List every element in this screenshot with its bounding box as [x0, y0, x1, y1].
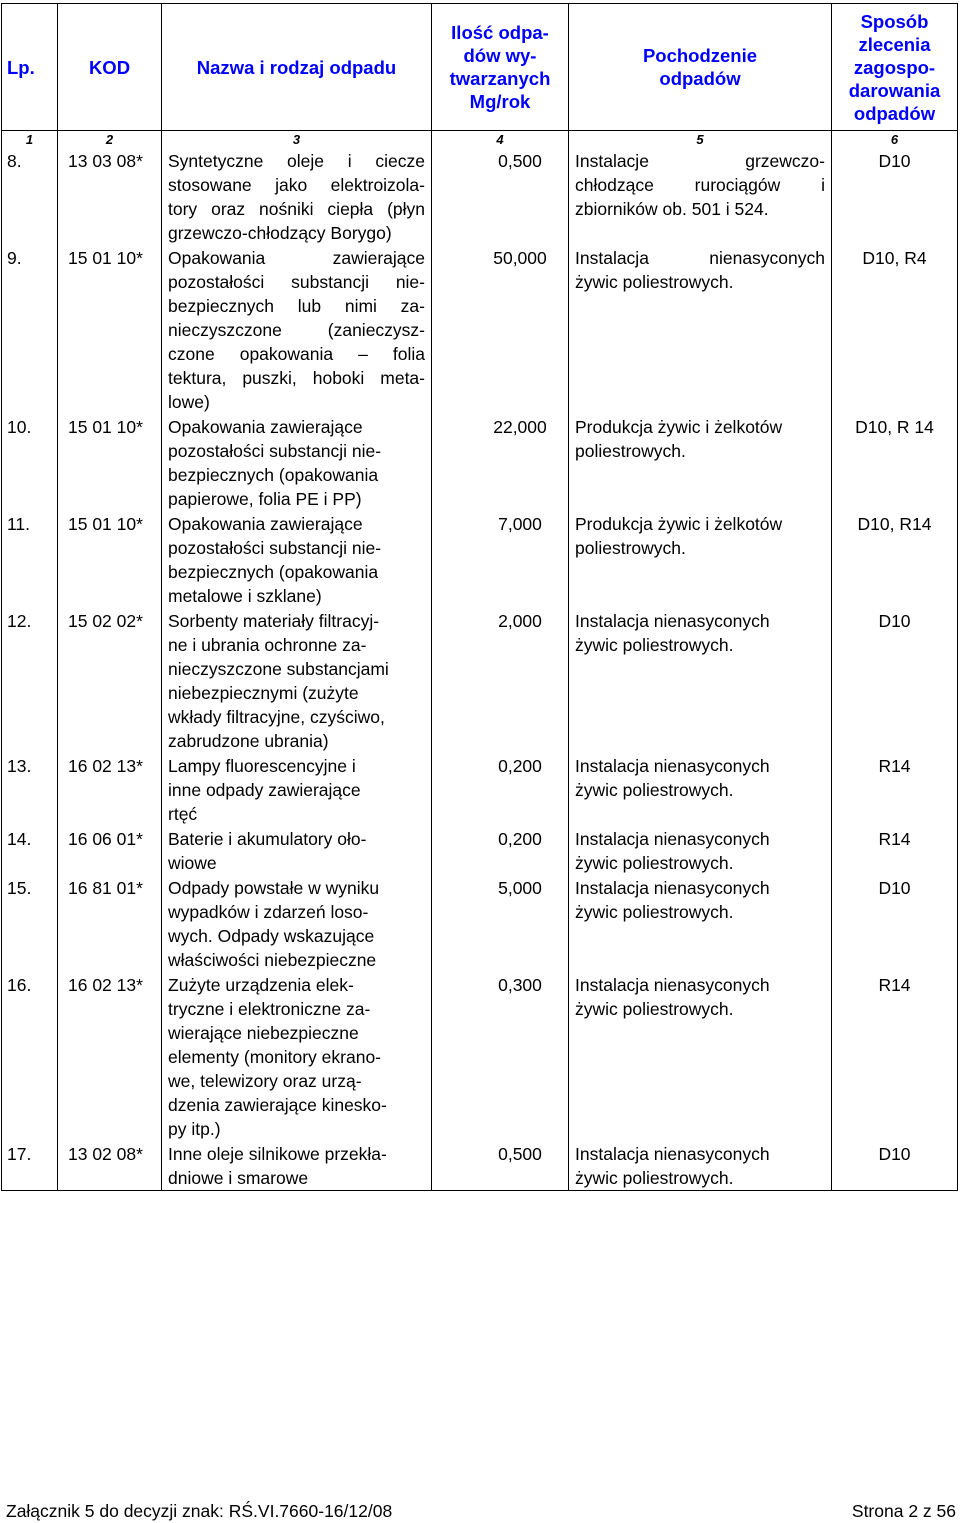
column-number: 5 [569, 131, 832, 149]
table-row [2, 1141, 958, 1191]
disposal-method: R14 [832, 753, 958, 826]
column-number: 2 [58, 131, 162, 149]
waste-name-line: dzenia zawierające kinesko- [168, 1095, 387, 1115]
disposal-method: R14 [832, 972, 958, 1141]
disposal-method: D10, R4 [832, 245, 958, 414]
waste-name-line: elementy (monitory ekrano- [168, 1047, 381, 1067]
waste-code: 16 06 01* [58, 826, 162, 875]
waste-origin-line: żywic poliestrowych. [575, 902, 734, 922]
row-number: 17. [2, 1141, 58, 1191]
waste-origin-line: Produkcja żywic i żelkotów [575, 514, 783, 534]
header-ilosc-line: Ilość odpa- [451, 22, 549, 43]
footer-reference: Załącznik 5 do decyzji znak: RŚ.VI.7660-16/12/08 [6, 1501, 393, 1521]
waste-code: 13 03 08* [58, 148, 162, 245]
waste-name-line: Opakowania zawierające [168, 417, 363, 437]
header-pochodzenie-line: odpadów [659, 68, 741, 89]
waste-name-line: grzewczo-chłodzący Borygo) [168, 223, 392, 243]
waste-name-line: niebezpiecznymi (zużyte [168, 683, 359, 703]
header-sposob [832, 4, 958, 131]
waste-code: 16 02 13* [58, 753, 162, 826]
waste-name-line: dniowe i smarowe [168, 1168, 309, 1188]
waste-code: 15 01 10* [58, 414, 162, 511]
waste-code: 16 81 01* [58, 875, 162, 972]
waste-origin-line: Instalacja nienasyconych [575, 611, 770, 631]
waste-origin-line: poliestrowych. [575, 441, 686, 461]
disposal-method: D10 [832, 148, 958, 245]
waste-name-line: nieczyszczone (zanieczysz- [168, 320, 425, 340]
waste-name-line: we, telewizory oraz urzą- [168, 1071, 362, 1091]
row-number: 13. [2, 753, 58, 826]
waste-origin-line: żywic poliestrowych. [575, 780, 734, 800]
table-row [2, 414, 958, 511]
table-row [2, 826, 958, 875]
waste-name-line: tory oraz nośniki ciepła (płyn [168, 199, 425, 219]
disposal-method: D10 [832, 1141, 958, 1191]
waste-origin-line: żywic poliestrowych. [575, 272, 734, 292]
header-ilosc-line: dów wy- [463, 45, 537, 66]
waste-name-line: lowe) [168, 392, 210, 412]
waste-name-line: Baterie i akumulatory oło- [168, 829, 367, 849]
waste-name-line: wypadków i zdarzeń loso- [168, 902, 369, 922]
waste-origin [569, 608, 832, 753]
waste-origin [569, 511, 832, 608]
waste-name-line: bezpiecznych lub nimi za- [168, 296, 425, 316]
disposal-method: D10 [832, 608, 958, 753]
header-sposob-line: odpadów [853, 102, 936, 124]
waste-code: 16 02 13* [58, 972, 162, 1141]
waste-name-line: wkłady filtracyjne, czyściwo, [168, 707, 385, 727]
row-number: 12. [2, 608, 58, 753]
table-row [2, 608, 958, 753]
column-number: 3 [162, 131, 432, 149]
waste-origin-line: żywic poliestrowych. [575, 635, 734, 655]
row-number: 16. [2, 972, 58, 1141]
waste-quantity: 5,000 [432, 875, 569, 972]
waste-name-line: tryczne i elektroniczne za- [168, 999, 371, 1019]
waste-origin-line: żywic poliestrowych. [575, 999, 734, 1019]
waste-origin [569, 753, 832, 826]
table-row [2, 511, 958, 608]
waste-name [162, 826, 432, 875]
waste-name-line: tektura, puszki, hoboki meta- [168, 368, 425, 388]
waste-origin [569, 245, 832, 414]
footer-page-number: Strona 2 z 56 [851, 1501, 956, 1521]
waste-quantity: 0,500 [432, 148, 569, 245]
header-ilosc-line: twarzanych [449, 68, 551, 89]
waste-quantity: 0,200 [432, 753, 569, 826]
waste-name-line: wych. Odpady wskazujące [168, 926, 375, 946]
waste-name [162, 608, 432, 753]
waste-origin-line: żywic poliestrowych. [575, 853, 734, 873]
header-pochodzenie-line: Pochodzenie [642, 45, 758, 66]
waste-origin-line: Instalacja nienasyconych [575, 756, 770, 776]
table-row [2, 148, 958, 245]
waste-name-line: bezpiecznych (opakowania [168, 465, 379, 485]
waste-name [162, 245, 432, 414]
header-kod: KOD [58, 4, 162, 131]
header-row [2, 4, 958, 131]
waste-name [162, 511, 432, 608]
waste-code: 13 02 08* [58, 1141, 162, 1191]
waste-origin [569, 414, 832, 511]
waste-origin-line: chłodzące rurociągów i [575, 175, 825, 195]
waste-quantity: 0,300 [432, 972, 569, 1141]
waste-origin-line: Instalacja nienasyconych [575, 829, 770, 849]
waste-origin [569, 875, 832, 972]
column-number: 1 [2, 131, 58, 149]
waste-origin [569, 826, 832, 875]
waste-name-line: Inne oleje silnikowe przekła- [168, 1144, 387, 1164]
disposal-method: D10, R 14 [832, 414, 958, 511]
row-number: 9. [2, 245, 58, 414]
waste-origin-line: żywic poliestrowych. [575, 1168, 734, 1188]
waste-name [162, 972, 432, 1141]
header-ilosc-line: Mg/rok [469, 91, 531, 112]
waste-name-line: pozostałości substancji nie- [168, 538, 382, 558]
waste-origin-line: Instalacje grzewczo- [575, 151, 825, 171]
header-sposob-line: darowania [848, 79, 941, 101]
column-number: 4 [432, 131, 569, 149]
waste-code: 15 01 10* [58, 245, 162, 414]
row-number: 14. [2, 826, 58, 875]
row-number: 10. [2, 414, 58, 511]
header-sposob-line: zagospo- [853, 56, 936, 78]
waste-name [162, 875, 432, 972]
waste-origin-line: Instalacja nienasyconych [575, 878, 770, 898]
table-row [2, 972, 958, 1141]
waste-quantity: 50,000 [432, 245, 569, 414]
table-row [2, 245, 958, 414]
disposal-method: R14 [832, 826, 958, 875]
row-number: 11. [2, 511, 58, 608]
waste-origin [569, 972, 832, 1141]
row-number: 8. [2, 148, 58, 245]
column-number-row [2, 131, 958, 149]
waste-quantity: 22,000 [432, 414, 569, 511]
waste-quantity: 0,200 [432, 826, 569, 875]
waste-name [162, 1141, 432, 1191]
waste-name-line: stosowane jako elektroizola- [168, 175, 425, 195]
waste-name-line: czone opakowania – folia [168, 344, 425, 364]
header-lp: Lp. [2, 4, 58, 131]
waste-name-line: wiowe [168, 853, 217, 873]
waste-origin [569, 148, 832, 245]
waste-origin-line: zbiorników ob. 501 i 524. [575, 199, 769, 219]
waste-name-line: Odpady powstałe w wyniku [168, 878, 380, 898]
waste-code: 15 01 10* [58, 511, 162, 608]
waste-name-line: zabrudzone ubrania) [168, 731, 329, 751]
waste-name-line: Opakowania zawierające [168, 248, 425, 268]
waste-name-line: inne odpady zawierające [168, 780, 361, 800]
waste-name [162, 148, 432, 245]
waste-origin [569, 1141, 832, 1191]
header-ilosc [432, 4, 569, 131]
waste-quantity: 7,000 [432, 511, 569, 608]
waste-name [162, 753, 432, 826]
header-sposob-line: zlecenia [858, 33, 931, 55]
waste-name-line: metalowe i szklane) [168, 586, 322, 606]
waste-name-line: pozostałości substancji nie- [168, 272, 425, 292]
waste-name-line: Sorbenty materiały filtracyj- [168, 611, 380, 631]
row-number: 15. [2, 875, 58, 972]
waste-name-line: py itp.) [168, 1119, 221, 1139]
waste-name-line: nieczyszczone substancjami [168, 659, 389, 679]
waste-name-line: właściwości niebezpieczne [168, 950, 377, 970]
waste-name [162, 414, 432, 511]
waste-name-line: wierające niebezpieczne [168, 1023, 359, 1043]
waste-name-line: ne i ubrania ochronne za- [168, 635, 367, 655]
waste-origin-line: Instalacja nienasyconych [575, 248, 825, 268]
waste-quantity: 2,000 [432, 608, 569, 753]
waste-origin-line: poliestrowych. [575, 538, 686, 558]
waste-name-line: Syntetyczne oleje i ciecze [168, 151, 425, 171]
waste-name-line: Zużyte urządzenia elek- [168, 975, 354, 995]
table-row [2, 875, 958, 972]
disposal-method: D10, R14 [832, 511, 958, 608]
waste-table [1, 3, 958, 1191]
header-pochodzenie [569, 4, 832, 131]
header-sposob-line: Sposób [860, 10, 929, 32]
waste-origin-line: Instalacja nienasyconych [575, 1144, 770, 1164]
waste-origin-line: Produkcja żywic i żelkotów [575, 417, 783, 437]
disposal-method: D10 [832, 875, 958, 972]
waste-name-line: pozostałości substancji nie- [168, 441, 382, 461]
waste-name-line: Lampy fluorescencyjne i [168, 756, 356, 776]
table-row [2, 753, 958, 826]
waste-name-line: Opakowania zawierające [168, 514, 363, 534]
waste-name-line: rtęć [168, 804, 198, 824]
table-body [2, 148, 958, 1191]
header-nazwa: Nazwa i rodzaj odpadu [162, 4, 432, 131]
waste-name-line: bezpiecznych (opakowania [168, 562, 379, 582]
waste-origin-line: Instalacja nienasyconych [575, 975, 770, 995]
waste-name-line: papierowe, folia PE i PP) [168, 489, 362, 509]
waste-quantity: 0,500 [432, 1141, 569, 1191]
column-number: 6 [832, 131, 958, 149]
waste-code: 15 02 02* [58, 608, 162, 753]
